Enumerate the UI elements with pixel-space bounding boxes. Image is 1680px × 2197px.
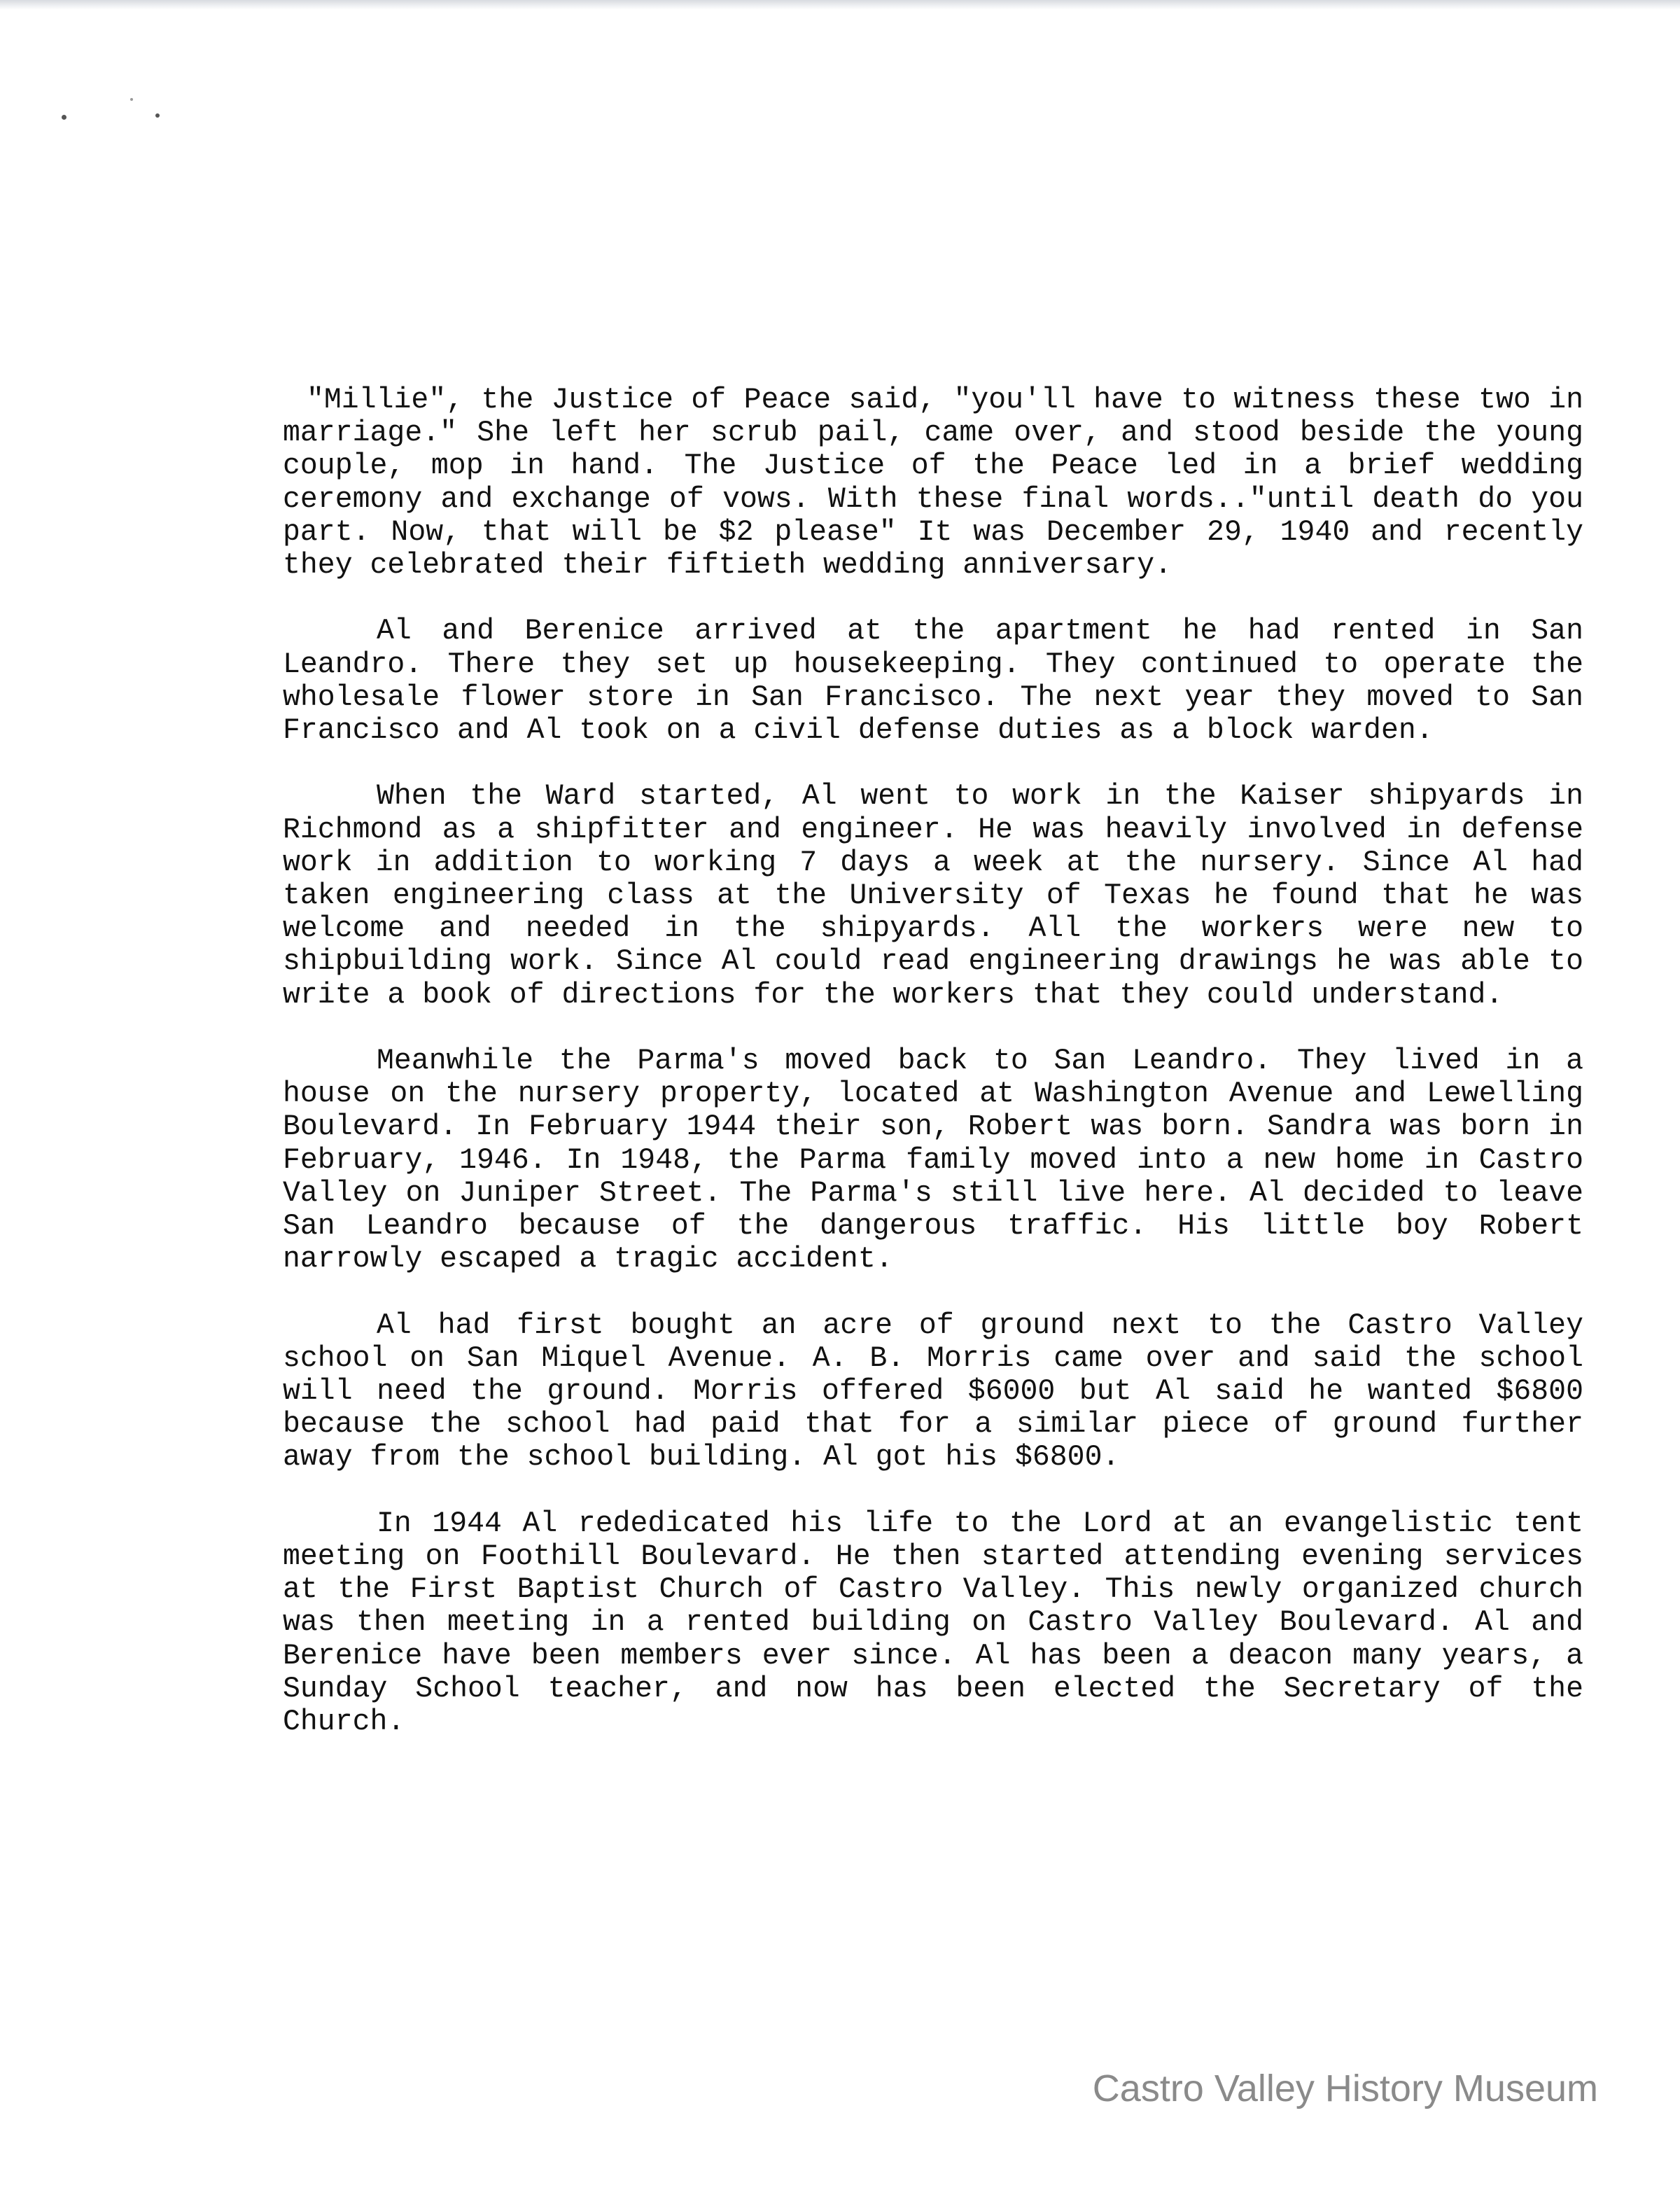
scan-speck — [62, 115, 66, 120]
paragraph-shipyards: When the Ward started, Al went to work in the Kaiser shipyards in Richmond as a shipfitter and engineer. He was heavily involved in defense work in addition to working 7 days a week at the nursery. Since Al had taken engineering class at the University of Texas he found that he was welcome and needed in the shipyards. All the workers were new to shipbuilding work. Since Al could read engineering drawings he was able to write a book of directions for the workers that they could understand. — [283, 780, 1583, 1012]
paragraph-acre-of-ground: Al had first bought an acre of ground next to the Castro Valley school on San Miquel Avenue. A. B. Morris came over and said the school will need the ground. Morris offered $6000 but Al said he wanted $6800 because the school had paid that for a similar piece of ground further away from the school building. Al got his $6800. — [283, 1309, 1583, 1474]
paragraph-wedding: "Millie", the Justice of Peace said, "you'll have to witness these two in marriage." She left her scrub pail, came over, and stood beside the young couple, mop in hand. The Justice of the Peace led in a brief wedding ceremony and exchange of vows. With these final words.."until death do you part. Now, that will be $2 please" It was December 29, 1940 and recently they celebrated their fiftieth wedding anniversary. — [283, 384, 1583, 583]
museum-watermark: Castro Valley History Museum — [1092, 2067, 1598, 2109]
scan-speck — [130, 98, 133, 101]
paragraph-san-leandro: Meanwhile the Parma's moved back to San Leandro. They lived in a house on the nursery property, located at Washington Avenue and Lewelling Boulevard. In February 1944 their son, Robert was born. Sandra was born in February, 1946. In 1948, the Parma family moved into a new home in Castro Valley on Juniper Street. The Parma's still live here. Al decided to leave San Leandro because of the dangerous traffic. His little boy Robert narrowly escaped a tragic accident. — [283, 1045, 1583, 1276]
scan-top-edge — [0, 0, 1680, 10]
paragraph-church: In 1944 Al rededicated his life to the Lord at an evangelistic tent meeting on Foothill Boulevard. He then started attending evening services at the First Baptist Church of Castro Valley. This newly organized church was then meeting in a rented building on Castro Valley Boulevard. Al and Berenice have been members ever since. Al has been a deacon many years, a Sunday School teacher, and now has been elected the Secretary of the Church. — [283, 1507, 1583, 1739]
paragraph-apartment: Al and Berenice arrived at the apartment he had rented in San Leandro. There they set up housekeeping. They continued to operate the wholesale flower store in San Francisco. The next year they moved to San Francisco and Al took on a civil defense duties as a block warden. — [283, 615, 1583, 748]
scan-speck — [155, 113, 160, 118]
document-body — [283, 384, 1583, 1771]
